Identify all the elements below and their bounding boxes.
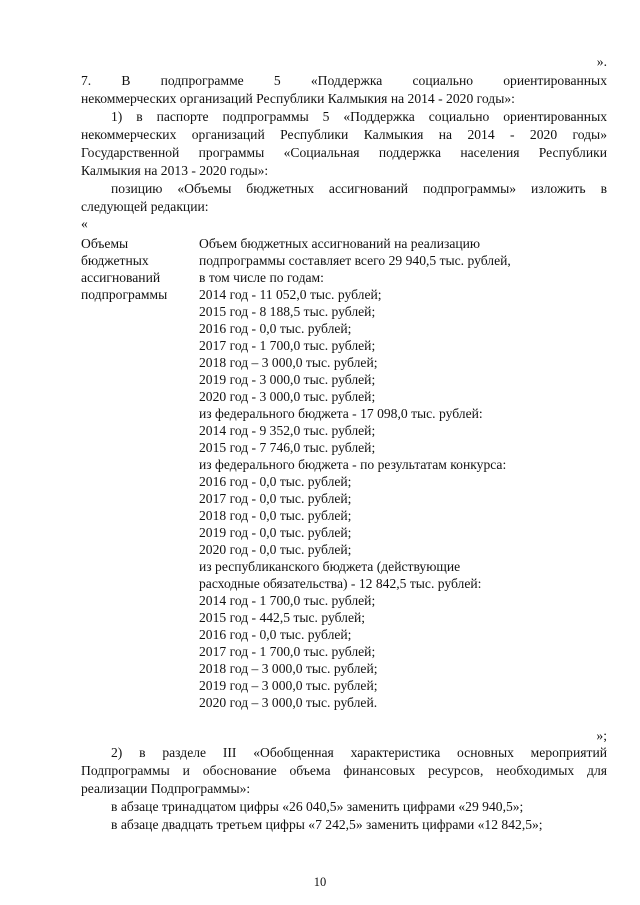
- table-value-line: 2014 год - 9 352,0 тыс. рублей;: [199, 423, 376, 438]
- table-label-line: подпрограммы: [81, 287, 168, 302]
- table-value-line: 2016 год - 0,0 тыс. рублей;: [199, 321, 352, 336]
- table-value-line: 2017 год - 1 700,0 тыс. рублей;: [199, 338, 376, 353]
- item-7-line-2: некоммерческих организаций Республики Калмыкия на 2014 - 2020 годы»:: [81, 91, 515, 106]
- table-value-line: 2018 год – 3 000,0 тыс. рублей;: [199, 661, 378, 676]
- subitem-1-line-3: Государственной программы «Социальная поддержка населения Республики: [81, 145, 607, 160]
- table-value-line: 2019 год – 3 000,0 тыс. рублей;: [199, 678, 378, 693]
- table-value-line: в том числе по годам:: [199, 270, 324, 285]
- subitem-1-line-2: некоммерческих организаций Республики Калмыкия на 2014 - 2020 годы»: [81, 127, 607, 142]
- table-value-line: 2020 год - 3 000,0 тыс. рублей;: [199, 389, 376, 404]
- table-label-line: ассигнований: [81, 270, 161, 285]
- table-value-line: 2015 год - 442,5 тыс. рублей;: [199, 610, 366, 625]
- table-label-line: бюджетных: [81, 253, 149, 268]
- opening-quote: «: [81, 216, 88, 231]
- table-value-line: 2014 год - 11 052,0 тыс. рублей;: [199, 287, 382, 302]
- table-value-line: 2015 год - 8 188,5 тыс. рублей;: [199, 304, 376, 319]
- table-value-line: 2018 год - 0,0 тыс. рублей;: [199, 508, 352, 523]
- table-value-line: из республиканского бюджета (действующие: [199, 559, 461, 574]
- table-value-line: 2017 год - 0,0 тыс. рублей;: [199, 491, 352, 506]
- subitem-2-line-3: реализации Подпрограммы»:: [81, 781, 251, 796]
- subitem-2-line-1: 2) в разделе III «Обобщенная характеристика основных мероприятий: [111, 745, 607, 760]
- table-value-line: из федерального бюджета - по результатам конкурса:: [199, 457, 507, 472]
- subitem-1-line-1: 1) в паспорте подпрограммы 5 «Поддержка социально ориентированных: [111, 109, 607, 124]
- table-value-line: подпрограммы составляет всего 29 940,5 тыс. рублей,: [199, 253, 511, 268]
- paragraph-23-change: в абзаце двадцать третьем цифры «7 242,5» заменить цифрами «12 842,5»;: [111, 817, 543, 832]
- paragraph-13-change: в абзаце тринадцатом цифры «26 040,5» заменить цифрами «29 940,5»;: [111, 799, 524, 814]
- subitem-2-line-2: Подпрограммы и обоснование объема финансовых ресурсов, необходимых для: [81, 763, 607, 778]
- position-line-1: позицию «Объемы бюджетных ассигнований подпрограммы» изложить в: [111, 181, 607, 196]
- table-value-line: 2019 год - 0,0 тыс. рублей;: [199, 525, 352, 540]
- table-value-line: 2020 год - 0,0 тыс. рублей;: [199, 542, 352, 557]
- subitem-1-line-4: Калмыкия на 2013 - 2020 годы»:: [81, 163, 269, 178]
- table-value-line: 2014 год - 1 700,0 тыс. рублей;: [199, 593, 376, 608]
- table-value-line: из федерального бюджета - 17 098,0 тыс. рублей:: [199, 406, 483, 421]
- page-number: 10: [313, 875, 327, 889]
- closing-quote: »;: [596, 728, 607, 743]
- item-7-line-1: 7. В подпрограмме 5 «Поддержка социально ориентированных: [81, 73, 607, 88]
- table-value-line: 2016 год - 0,0 тыс. рублей;: [199, 627, 352, 642]
- table-value-line: 2018 год – 3 000,0 тыс. рублей;: [199, 355, 378, 370]
- table-value-line: 2016 год - 0,0 тыс. рублей;: [199, 474, 352, 489]
- table-label-line: Объемы: [81, 236, 129, 251]
- table-value-line: 2019 год - 3 000,0 тыс. рублей;: [199, 372, 376, 387]
- closing-quote-top: ».: [596, 54, 607, 69]
- table-value-line: 2015 год - 7 746,0 тыс. рублей;: [199, 440, 376, 455]
- table-value-line: расходные обязательства) - 12 842,5 тыс. рублей:: [199, 576, 482, 591]
- position-line-2: следующей редакции:: [81, 199, 209, 214]
- table-value-line: Объем бюджетных ассигнований на реализацию: [199, 236, 481, 251]
- table-value-line: 2017 год - 1 700,0 тыс. рублей;: [199, 644, 376, 659]
- table-value-line: 2020 год – 3 000,0 тыс. рублей.: [199, 695, 378, 710]
